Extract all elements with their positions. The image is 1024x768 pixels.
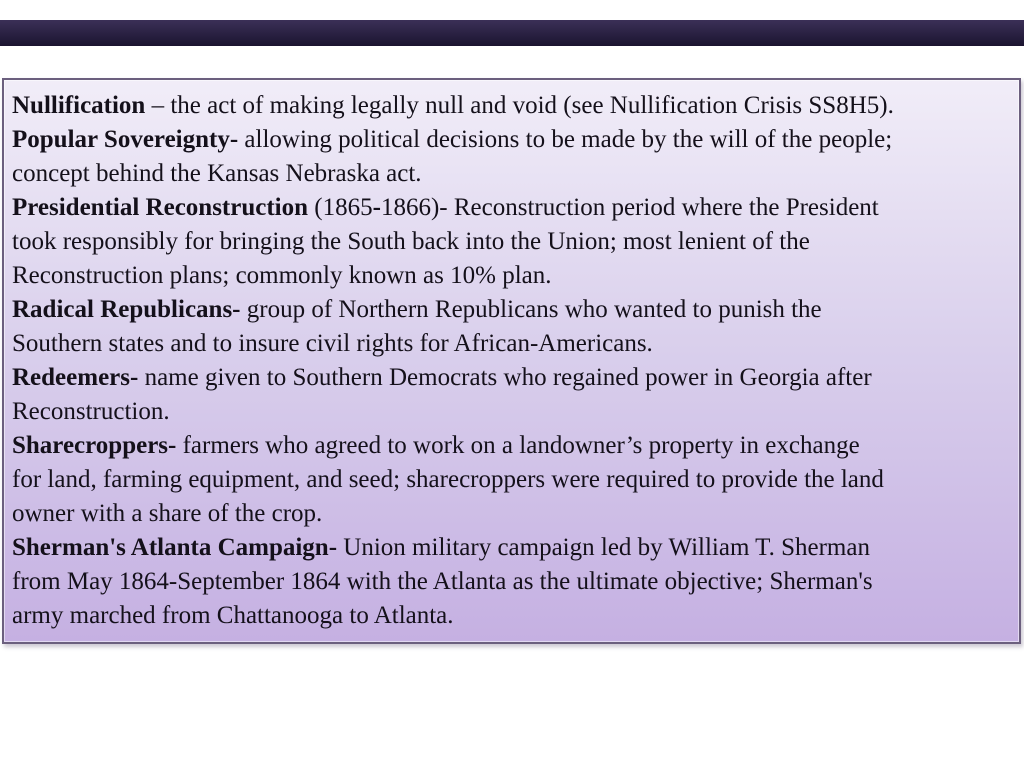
term-label: Nullification	[12, 92, 146, 119]
definition-text: Reconstruction plans; commonly known as 10% plan.	[12, 262, 552, 289]
definition-text: for land, farming equipment, and seed; sharecroppers were required to provide the land	[12, 466, 884, 493]
definition-line	[12, 599, 1013, 633]
definition-text: owner with a share of the crop.	[12, 500, 323, 527]
definition-line	[12, 191, 1013, 225]
definition-line	[12, 293, 1013, 327]
definition-line	[12, 327, 1013, 361]
definition-line	[12, 497, 1013, 531]
definition-line	[12, 259, 1013, 293]
definition-line	[12, 157, 1013, 191]
definition-text: army marched from Chattanooga to Atlanta.	[12, 602, 454, 629]
definition-text: from May 1864-September 1864 with the Atlanta as the ultimate objective; Sherman's	[12, 568, 873, 595]
term-label: Presidential Reconstruction	[12, 194, 309, 221]
definition-line	[12, 123, 1013, 157]
definition-line	[12, 89, 1013, 123]
definition-text: Reconstruction.	[12, 398, 170, 425]
definition-text: concept behind the Kansas Nebraska act.	[12, 160, 422, 187]
definition-line	[12, 429, 1013, 463]
definition-text: (1865	[308, 194, 373, 221]
definition-line	[12, 463, 1013, 497]
definition-text: allowing political decisions to be made by the will of the people;	[238, 126, 893, 153]
definitions-text-box	[2, 78, 1021, 644]
definition-text: 1866)- Reconstruction period where the President	[380, 194, 879, 221]
definition-text: farmers who agreed to work on a landowner’s property in exchange	[176, 432, 860, 459]
definition-text: Union military campaign led by William T. Sherman	[337, 534, 870, 561]
definition-line	[12, 361, 1013, 395]
definition-line	[12, 565, 1013, 599]
definition-text: Southern states and to insure civil rights for African-Americans.	[12, 330, 653, 357]
term-label: Redeemers-	[12, 364, 139, 391]
term-label: -	[372, 194, 381, 221]
definition-text: name given to Southern Democrats who regained power in Georgia after	[138, 364, 872, 391]
definition-line	[12, 225, 1013, 259]
term-label: Sherman's Atlanta Campaign-	[12, 534, 338, 561]
term-label: Popular Sovereignty-	[12, 126, 239, 153]
definition-line	[12, 395, 1013, 429]
definition-text: group of Northern Republicans who wanted to punish the	[240, 296, 822, 323]
definition-text: – the act of making legally null and void (see Nullification Crisis SS8H5).	[145, 92, 894, 119]
term-label: Radical Republicans-	[12, 296, 241, 323]
top-banner	[0, 20, 1024, 46]
definition-text: took responsibly for bringing the South back into the Union; most lenient of the	[12, 228, 810, 255]
definition-line	[12, 531, 1013, 565]
term-label: Sharecroppers-	[12, 432, 177, 459]
